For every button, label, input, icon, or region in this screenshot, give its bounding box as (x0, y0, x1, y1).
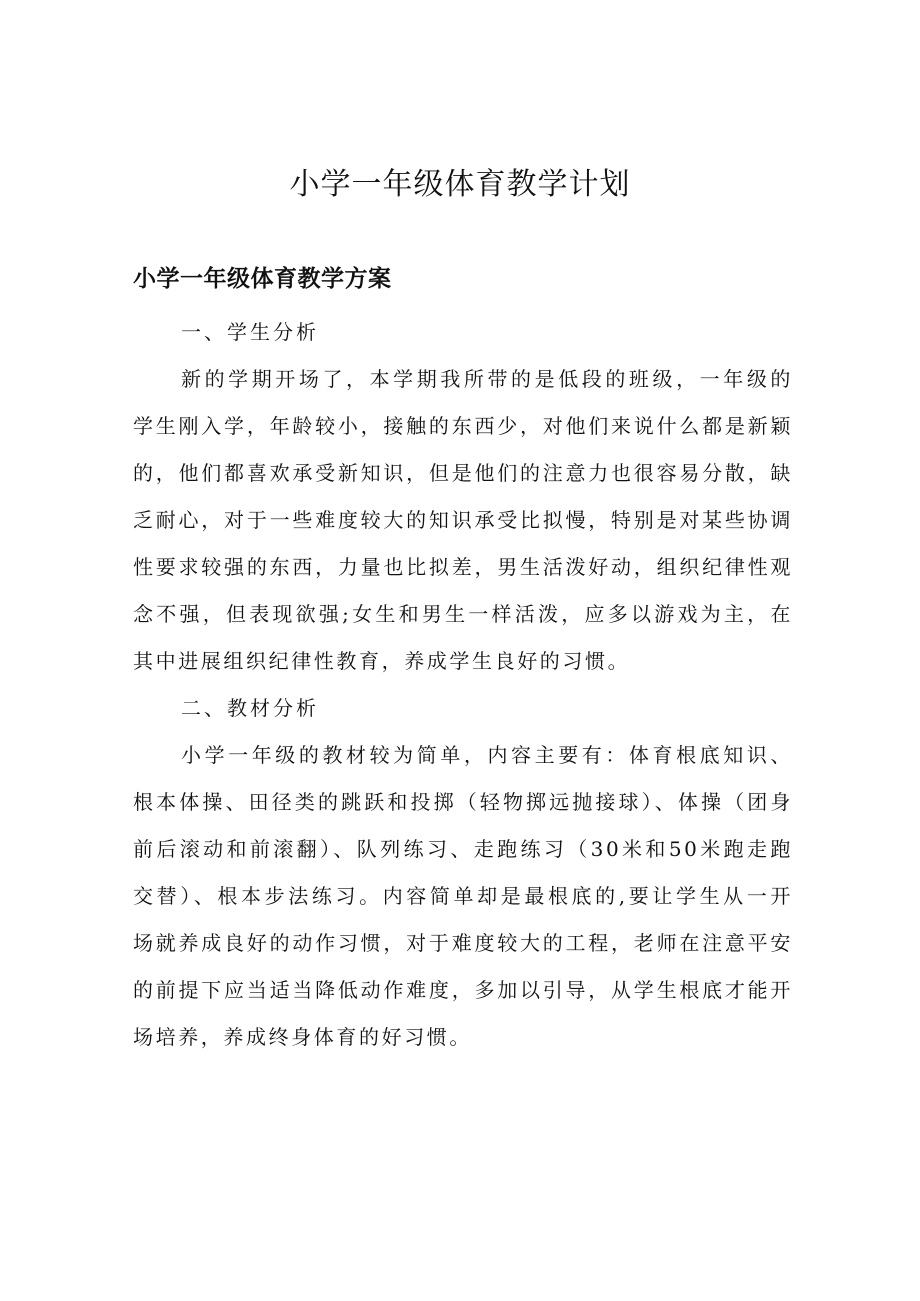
textbook-analysis-heading: 二、教材分析 (181, 696, 319, 720)
student-analysis-paragraph (133, 356, 793, 685)
paragraph-line: 其中进展组织纪律性教育，养成学生良好的习惯。 (133, 649, 631, 673)
textbook-analysis-paragraph (133, 732, 793, 1061)
paragraph-line: 的，他们都喜欢承受新知识，但是他们的注意力也很容易分散，缺 (133, 461, 793, 485)
paragraph-line: 新的学期开场了，本学期我所带的是低段的班级，一年级的 (181, 367, 793, 391)
paragraph-line: 交替）、根本步法练习。内容简单却是最根底的,要让学生从一开 (133, 884, 793, 908)
paragraph-line: 前后滚动和前滚翻）、队列练习、走跑练习（30米和50米跑走跑 (133, 837, 793, 861)
section-heading: 小学一年级体育教学方案 (133, 266, 392, 292)
paragraph-line: 念不强，但表现欲强;女生和男生一样活泼，应多以游戏为主，在 (133, 602, 793, 626)
student-analysis-heading: 一、学生分析 (181, 320, 319, 344)
paragraph-line: 根本体操、田径类的跳跃和投掷（轻物掷远抛接球）、体操（团身 (133, 790, 793, 814)
paragraph-line: 场培养，养成终身体育的好习惯。 (133, 1025, 472, 1049)
paragraph-line: 学生刚入学，年龄较小，接触的东西少，对他们来说什么都是新颖 (133, 414, 793, 438)
document-body (133, 309, 793, 1061)
paragraph-line: 场就养成良好的动作习惯，对于难度较大的工程，老师在注意平安 (133, 931, 793, 955)
document-title: 小学一年级体育教学计划 (289, 167, 631, 202)
paragraph-line: 性要求较强的东西，力量也比拟差，男生活泼好动，组织纪律性观 (133, 555, 793, 579)
paragraph-line: 小学一年级的教材较为简单，内容主要有：体育根底知识、 (181, 743, 793, 767)
paragraph-line: 乏耐心，对于一些难度较大的知识承受比拟慢，特别是对某些协调 (133, 508, 793, 532)
paragraph-line: 的前提下应当适当降低动作难度，多加以引导，从学生根底才能开 (133, 978, 793, 1002)
